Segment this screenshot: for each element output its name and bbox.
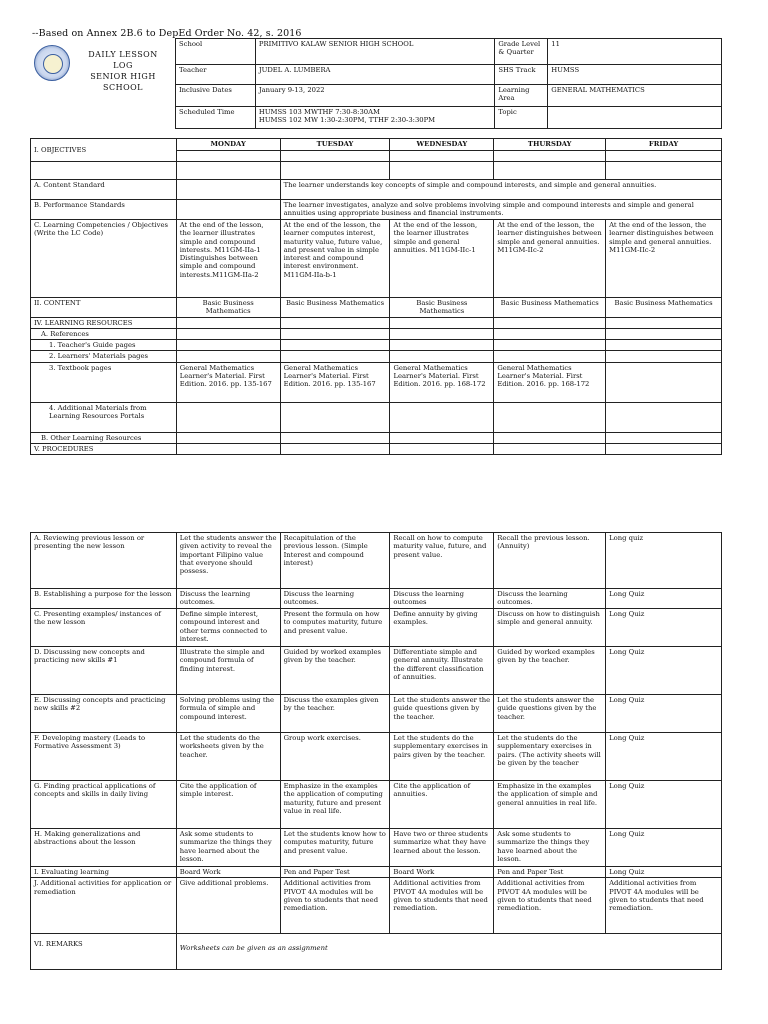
proc-a-wednesday: Recall on how to compute maturity value, future, and present value. [390, 533, 494, 589]
references-label: A. References [31, 328, 177, 339]
proc-b-label: B. Establishing a purpose for the lesson [31, 589, 177, 609]
proc-i-label: I. Evaluating learning [31, 867, 177, 878]
proc-i-wednesday: Board Work [390, 867, 494, 878]
proc-e-wednesday: Let the students answer the guide questions given by the teacher. [390, 695, 494, 733]
day-friday: FRIDAY [606, 139, 722, 151]
proc-f-thursday: Let the students do the supplementary exercises in pairs. (The activity sheets will be given by the teacher [494, 733, 606, 781]
learners-materials-label: 2. Learners' Materials pages [31, 351, 177, 362]
proc-c-friday: Long Quiz [606, 609, 722, 647]
remarks-value: Worksheets can be given as an assignment [176, 934, 721, 970]
proc-i-friday: Long Quiz [606, 867, 722, 878]
proc-d-thursday: Guided by worked examples given by the teacher. [494, 647, 606, 695]
track-label: SHS Track [495, 65, 548, 85]
proc-g-thursday: Emphasize in the examples the application of simple and general annuities in real life. [494, 781, 606, 829]
proc-c-thursday: Discuss on how to distinguish simple and general annuity. [494, 609, 606, 647]
day-monday: MONDAY [176, 139, 280, 151]
title-line1: DAILY LESSON [88, 50, 158, 59]
proc-g-monday: Cite the application of simple interest. [176, 781, 280, 829]
proc-h-thursday: Ask some students to summarize the things they have learned about the lesson. [494, 829, 606, 867]
textbook-thursday: General Mathematics Learner's Material. First Edition. 2016. pp. 168-172 [494, 362, 606, 402]
deped-seal-icon [34, 45, 70, 81]
proc-f-tuesday: Group work exercises. [280, 733, 390, 781]
sched-value-2: HUMSS 102 MW 1:30-2:30PM, TTHF 2:30-3:30PM [258, 116, 436, 125]
school-value: PRIMITIVO KALAW SENIOR HIGH SCHOOL [255, 39, 494, 65]
day-thursday: THURSDAY [494, 139, 606, 151]
proc-f-monday: Let the students do the worksheets given by the teacher. [176, 733, 280, 781]
competency-wednesday: At the end of the lesson, the learner illustrates simple and general annuities. M11GM-IIc-1 [390, 220, 494, 298]
proc-g-friday: Long Quiz [606, 781, 722, 829]
proc-b-wednesday: Discuss the learning outcomes [390, 589, 494, 609]
proc-e-tuesday: Discuss the examples given by the teacher. [280, 695, 390, 733]
sched-label: Scheduled Time [176, 107, 256, 129]
proc-e-thursday: Let the students answer the guide questions given by the teacher. [494, 695, 606, 733]
competency-label: C. Learning Competencies / Objectives (Write the LC Code) [31, 220, 177, 298]
proc-d-friday: Long Quiz [606, 647, 722, 695]
proc-h-label: H. Making generalizations and abstractions about the lesson [31, 829, 177, 867]
content-friday: Basic Business Mathematics [606, 298, 722, 318]
title-line3: SENIOR HIGH SCHOOL [90, 72, 156, 92]
proc-h-wednesday: Have two or three students summarize what they have learned about the lesson. [390, 829, 494, 867]
proc-d-wednesday: Differentiate simple and general annuity. Illustrate the different classification of annuities. [390, 647, 494, 695]
competency-tuesday: At the end of the lesson, the learner computes interest, maturity value, future value, and present value in simple interest and compound interest environment. M11GM-IIa-b-1 [280, 220, 390, 298]
proc-a-monday: Let the students answer the given activity to reveal the important Filipino value that everyone should possess. [176, 533, 280, 589]
content-tuesday: Basic Business Mathematics [280, 298, 390, 318]
proc-g-wednesday: Cite the application of annuities. [390, 781, 494, 829]
proc-a-thursday: Recall the previous lesson. (Annuity) [494, 533, 606, 589]
teachers-guide-label: 1. Teacher's Guide pages [31, 340, 177, 351]
grade-label: Grade Level & Quarter [495, 39, 548, 65]
proc-a-friday: Long quiz [606, 533, 722, 589]
proc-i-thursday: Pen and Paper Test [494, 867, 606, 878]
content-monday: Basic Business Mathematics [176, 298, 280, 318]
area-value: GENERAL MATHEMATICS [548, 85, 722, 107]
textbook-label: 3. Textbook pages [31, 362, 177, 402]
school-label: School [176, 39, 256, 65]
content-thursday: Basic Business Mathematics [494, 298, 606, 318]
topic-value [548, 107, 722, 129]
main-table [30, 138, 722, 455]
remarks-label: VI. REMARKS [31, 934, 177, 970]
annex-note: --Based on Annex 2B.6 to DepEd Order No. 42, s. 2016 [32, 28, 302, 39]
proc-e-label: E. Discussing concepts and practicing new skills #2 [31, 695, 177, 733]
textbook-tuesday: General Mathematics Learner's Material. First Edition. 2016. pp. 135-167 [280, 362, 390, 402]
content-standard: The learner understands key concepts of simple and compound interests, and simple and general annuities. [280, 180, 721, 200]
content-standard-label: A. Content Standard [31, 180, 177, 200]
proc-h-friday: Long Quiz [606, 829, 722, 867]
procedures-table [30, 532, 722, 970]
proc-a-label: A. Reviewing previous lesson or presenting the new lesson [31, 533, 177, 589]
competency-monday: At the end of the lesson, the learner illustrates simple and compound interests. M11GM-IIa-1 Distinguishes between simple and compound interests.M11GM-IIa-2 [176, 220, 280, 298]
sched-value-1: HUMSS 103 MWTHF 7:30-8:30AM [258, 108, 380, 116]
topic-label: Topic [495, 107, 548, 129]
textbook-friday [606, 362, 722, 402]
proc-j-monday: Give additional problems. [176, 878, 280, 934]
teacher-label: Teacher [176, 65, 256, 85]
textbook-monday: General Mathematics Learner's Material. First Edition. 2016. pp. 135-167 [176, 362, 280, 402]
proc-e-friday: Long Quiz [606, 695, 722, 733]
proc-i-monday: Board Work [176, 867, 280, 878]
proc-h-tuesday: Let the students know how to computes maturity, future and present value. [280, 829, 390, 867]
content-section: II. CONTENT [31, 298, 177, 318]
track-value: HUMSS [548, 65, 722, 85]
proc-f-label: F. Developing mastery (Leads to Formative Assessment 3) [31, 733, 177, 781]
additional-materials-label: 4. Additional Materials from Learning Resources Portals [31, 402, 177, 432]
grade-value: 11 [548, 39, 722, 65]
dates-value: January 9-13, 2022 [255, 85, 494, 107]
proc-d-tuesday: Guided by worked examples given by the teacher. [280, 647, 390, 695]
proc-b-monday: Discuss the learning outcomes. [176, 589, 280, 609]
proc-c-label: C. Presenting examples/ instances of the new lesson [31, 609, 177, 647]
competency-thursday: At the end of the lesson, the learner distinguishes between simple and general annuities. M11GM-IIc-2 [494, 220, 606, 298]
sched-value [255, 107, 494, 129]
competency-friday: At the end of the lesson, the learner distinguishes between simple and general annuities. M11GM-IIc-2 [606, 220, 722, 298]
procedures-section: V. PROCEDURES [31, 444, 177, 455]
proc-c-tuesday: Present the formula on how to computes maturity, future and present value. [280, 609, 390, 647]
area-label: Learning Area [495, 85, 548, 107]
proc-d-monday: Illustrate the simple and compound formula of finding interest. [176, 647, 280, 695]
proc-f-wednesday: Let the students do the supplementary exercises in pairs given by the teacher. [390, 733, 494, 781]
dates-label: Inclusive Dates [176, 85, 256, 107]
proc-j-label: J. Additional activities for application or remediation [31, 878, 177, 934]
proc-f-friday: Long Quiz [606, 733, 722, 781]
proc-g-tuesday: Emphasize in the examples the application of computing maturity, future and present value in real life. [280, 781, 390, 829]
dll-title [70, 49, 176, 93]
teacher-value: JUDEL A. LUMBERA [255, 65, 494, 85]
proc-c-monday: Define simple interest, compound interest and other terms connected to interest. [176, 609, 280, 647]
day-tuesday: TUESDAY [280, 139, 390, 151]
objectives-section: I. OBJECTIVES [31, 139, 177, 162]
day-wednesday: WEDNESDAY [390, 139, 494, 151]
proc-e-monday: Solving problems using the formula of simple and compound interest. [176, 695, 280, 733]
textbook-wednesday: General Mathematics Learner's Material. First Edition. 2016. pp. 168-172 [390, 362, 494, 402]
other-resources-label: B. Other Learning Resources [31, 432, 177, 443]
proc-j-tuesday: Additional activities from PIVOT 4A modules will be given to students that need remediation. [280, 878, 390, 934]
proc-i-tuesday: Pen and Paper Test [280, 867, 390, 878]
proc-j-thursday: Additional activities from PIVOT 4A modules will be given to students that need remediation. [494, 878, 606, 934]
performance-label: B. Performance Standards [31, 200, 177, 220]
proc-b-tuesday: Discuss the learning outcomes. [280, 589, 390, 609]
header-table [175, 38, 722, 129]
proc-a-tuesday: Recapitulation of the previous lesson. (Simple Interest and compound interest) [280, 533, 390, 589]
proc-g-label: G. Finding practical applications of concepts and skills in daily living [31, 781, 177, 829]
proc-b-friday: Long Quiz [606, 589, 722, 609]
performance-standard: The learner investigates, analyze and solve problems involving simple and compound interests and simple and general annuities using appropriate business and financial instruments. [280, 200, 721, 220]
proc-b-thursday: Discuss the learning outcomes. [494, 589, 606, 609]
resources-section: IV. LEARNING RESOURCES [31, 317, 177, 328]
proc-h-monday: Ask some students to summarize the things they have learned about the lesson. [176, 829, 280, 867]
proc-c-wednesday: Define annuity by giving examples. [390, 609, 494, 647]
proc-j-wednesday: Additional activities from PIVOT 4A modules will be given to students that need remediation. [390, 878, 494, 934]
title-line2: LOG [113, 61, 133, 70]
proc-d-label: D. Discussing new concepts and practicing new skills #1 [31, 647, 177, 695]
proc-j-friday: Additional activities from PIVOT 4A modules will be given to students that need remediation. [606, 878, 722, 934]
content-wednesday: Basic Business Mathematics [390, 298, 494, 318]
